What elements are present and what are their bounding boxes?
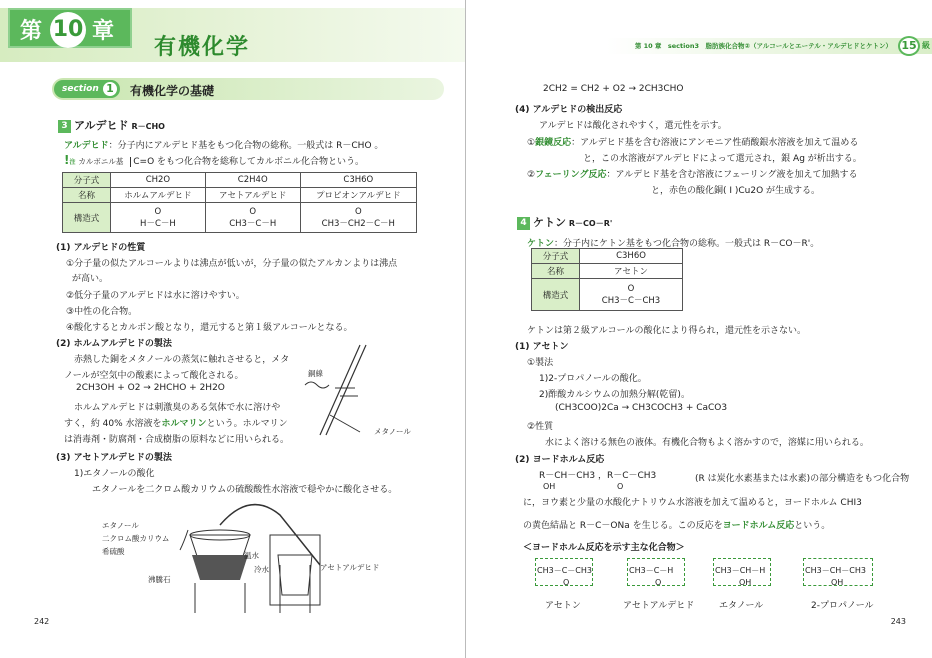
equation: 2CH3OH + O2 → 2HCHO + 2H2O xyxy=(76,383,225,393)
chapter-suffix: 章 xyxy=(92,19,115,44)
text: ① xyxy=(527,138,536,148)
header-extra: 級 xyxy=(922,41,930,50)
right-page xyxy=(467,0,932,658)
note-carbonyl xyxy=(64,153,364,167)
list-item: ③中性の化合物。 xyxy=(66,307,138,317)
heading-aldehyde xyxy=(58,117,165,133)
paragraph-line: (R は炭化水素基または水素)の部分構造をもつ化合物 xyxy=(695,474,910,484)
subsection-title: (1) アセトン xyxy=(515,342,569,352)
paragraph-line: と，この水溶液がアルデヒドによって還元され，銀 Ag が析出する。 xyxy=(583,154,862,164)
paragraph-line: アルデヒドは酸化されやすく，還元性を示す。 xyxy=(539,121,727,131)
compound-sub: OH xyxy=(831,578,844,587)
figure-label: 冷水 xyxy=(254,565,269,574)
list-item: ②低分子量のアルデヒドは水に溶けやすい。 xyxy=(66,291,245,301)
list-item: ④酸化するとカルボン酸となり，還元すると第１級アルコールとなる。 xyxy=(66,323,353,333)
compound-name: エタノール xyxy=(719,601,764,611)
term: ケトン xyxy=(527,239,555,249)
cell: C3H6O xyxy=(300,173,416,188)
section-label: section xyxy=(54,80,120,98)
row-header: 分子式 xyxy=(63,173,111,188)
row-header: 分子式 xyxy=(532,249,580,264)
figure-label: 希硫酸 xyxy=(102,547,125,556)
subsection-title: (4) アルデヒドの検出反応 xyxy=(515,105,623,115)
term: アルデヒド xyxy=(64,141,109,151)
paragraph-line: 2)酢酸カルシウムの加熱分解(乾留)。 xyxy=(539,390,690,400)
heading-number: 3 xyxy=(58,120,71,133)
text: ：アルデヒド基を含む溶液にフェーリング液を加えて加熱する xyxy=(606,170,858,180)
text: を生じる。この反応を xyxy=(632,521,723,531)
paragraph-line xyxy=(64,416,288,429)
cell: C3H6O xyxy=(580,249,683,264)
cell: プロピオンアルデヒド xyxy=(300,188,416,203)
formula: R－C－ONa xyxy=(579,521,630,531)
row-header: 構造式 xyxy=(63,203,111,233)
compound-name: 2-プロパノール xyxy=(811,601,874,611)
text: の黄色結晶と xyxy=(523,521,578,531)
running-header: 第 10 章 section3 脂肪族化合物②（アルコールとエーテル・アルデヒドとケトン） xyxy=(634,42,892,50)
page-number: 243 xyxy=(890,617,906,626)
figure-label: エタノール xyxy=(102,521,139,530)
chapter-prefix: 第 xyxy=(20,19,43,44)
aldehyde-table xyxy=(62,172,417,233)
struct-cell xyxy=(300,203,416,233)
heading-number: 4 xyxy=(517,217,530,230)
figure-label: 二クロム酸カリウム xyxy=(102,534,170,543)
aldehyde-definition xyxy=(64,138,383,151)
list-item: ①分子量の似たアルコールよりは沸点が低いが，分子量の似たアルカンよりは沸点 xyxy=(66,259,398,269)
apparatus-figure xyxy=(160,495,420,615)
cell: ホルムアルデヒド xyxy=(111,188,206,203)
paragraph-line: ホルムアルデヒドは刺激臭のある気体で水に溶けや xyxy=(74,403,281,413)
keyword: フェーリング反応 xyxy=(535,170,607,180)
chapter-number: 10 xyxy=(50,12,86,48)
subsection-title: (2) ホルムアルデヒドの製法 xyxy=(56,339,172,349)
keyword: ヨードホルム反応 xyxy=(722,521,795,531)
list-title: ＜ヨードホルム反応を示す主な化合物＞ xyxy=(523,543,685,553)
paragraph-line: に，ヨウ素と少量の水酸化ナトリウム水溶液を加えて温めると，ヨードホルム CHI3 xyxy=(523,498,862,508)
struct-cell xyxy=(205,203,300,233)
text: ② xyxy=(527,170,536,180)
equation: 2CH2 = CH2 + O2 → 2CH3CHO xyxy=(543,84,684,94)
table-row xyxy=(532,264,683,279)
table-row xyxy=(532,249,683,264)
heading-formula: R－CHO xyxy=(131,122,165,131)
row-header: 名称 xyxy=(63,188,111,203)
text: すく，約 40% 水溶液を xyxy=(64,419,162,429)
cell: C2H4O xyxy=(205,173,300,188)
heading-title: アルデヒド xyxy=(74,119,129,132)
compound-formula: CH3－CH－H xyxy=(715,566,766,575)
oxygen: O xyxy=(154,206,162,217)
figure-label: メタノール xyxy=(374,427,411,436)
compound-formula: CH3－CH－CH3 xyxy=(805,566,866,575)
note-text1: カルボニル基 xyxy=(78,157,124,166)
note-text2: C=O をもつ化合物を総称してカルボニル化合物という。 xyxy=(130,157,364,167)
compound-formula: CH3－C－CH3 xyxy=(537,566,592,575)
chapter-title: 有機化学 xyxy=(154,35,251,60)
figure-label: 沸騰石 xyxy=(148,575,171,584)
paragraph-line: ①製法 xyxy=(527,358,554,368)
compound-formula: CH3－C－H xyxy=(629,566,674,575)
keyword: 銀鏡反応 xyxy=(535,138,572,148)
row-header: 名称 xyxy=(532,264,580,279)
paragraph-line: と，赤色の酸化銅( I )Cu2O が生成する。 xyxy=(651,186,821,196)
formula: R－CH－CH3 ，R－C－CH3 xyxy=(539,471,657,481)
compound-sub: O xyxy=(655,578,662,587)
paragraph-line xyxy=(527,167,857,180)
struct-cell xyxy=(111,203,206,233)
cell: アセトアルデヒド xyxy=(205,188,300,203)
compound-name: アセトアルデヒド xyxy=(623,601,695,611)
equation: (CH3COO)2Ca → CH3COCH3 + CaCO3 xyxy=(555,403,728,413)
copper-wire-figure xyxy=(300,340,430,440)
struct: H－C－H xyxy=(140,218,176,229)
compound-sub: OH xyxy=(739,578,752,587)
section-title: 有機化学の基礎 xyxy=(130,84,215,98)
formula-sub: OH xyxy=(543,482,556,491)
heading-title: ケトン xyxy=(533,216,566,229)
struct-cell xyxy=(580,279,683,311)
page-number: 242 xyxy=(34,617,50,626)
heading-formula: R－CO－R' xyxy=(568,219,613,228)
formula-sub: O xyxy=(617,482,624,491)
oxygen: O xyxy=(354,206,362,217)
compound-name: アセトン xyxy=(545,601,581,611)
note-icon: ! xyxy=(64,153,70,167)
paragraph-line: 1)エタノールの酸化 xyxy=(74,469,155,479)
keyword: ホルマリン xyxy=(161,419,207,429)
subsection-title: (1) アルデヒドの性質 xyxy=(56,243,146,253)
header-page-badge: 15 xyxy=(898,36,920,56)
paragraph-line: 赤熱した銅をメタノールの蒸気に触れさせると，メタ xyxy=(74,355,290,365)
table-row xyxy=(63,173,417,188)
paragraph-line: ケトンは第２級アルコールの酸化により得られ，還元性を示さない。 xyxy=(527,326,807,336)
oxygen: O xyxy=(627,283,635,294)
subsection-title: (2) ヨードホルム反応 xyxy=(515,455,605,465)
paragraph-line: は消毒剤・防腐剤・合成樹脂の原料などに用いられる。 xyxy=(64,435,290,445)
figure-label: 銅線 xyxy=(308,369,323,378)
paragraph-line: エタノールを二クロム酸カリウムの硫酸酸性水溶液で穏やかに酸化させる。 xyxy=(92,485,398,495)
subsection-title: (3) アセトアルデヒドの製法 xyxy=(56,453,172,463)
struct: CH3－C－H xyxy=(229,218,277,229)
table-row xyxy=(63,188,417,203)
table-row xyxy=(532,279,683,311)
table-row xyxy=(63,203,417,233)
compound-sub: O xyxy=(563,578,570,587)
paragraph-line: 1)2-プロパノールの酸化。 xyxy=(539,374,647,384)
paragraph-line: ノールが空気中の酸素によって酸化される。 xyxy=(64,371,244,381)
paragraph-line: ②性質 xyxy=(527,422,554,432)
row-header: 構造式 xyxy=(532,279,580,311)
text: という。ホルマリン xyxy=(206,419,288,429)
oxygen: O xyxy=(249,206,257,217)
paragraph-line xyxy=(523,518,830,531)
cell: CH2O xyxy=(111,173,206,188)
section-number: 1 xyxy=(101,80,119,98)
struct: CH3－CH2－C－H xyxy=(321,218,395,229)
text: という。 xyxy=(794,521,831,531)
paragraph-line: 水によく溶ける無色の液体。有機化合物もよく溶かすので，溶媒に用いられる。 xyxy=(545,438,869,448)
paragraph-line xyxy=(527,135,858,148)
figure-label: アセトアルデヒド xyxy=(320,563,380,572)
heading-ketone xyxy=(517,214,612,230)
def-text: ：分子内にケトン基をもつ化合物の総称。一般式は R－CO－R'。 xyxy=(554,239,820,249)
struct: CH3－C－CH3 xyxy=(601,295,661,306)
note-mark: 注 xyxy=(69,159,76,166)
cell: アセトン xyxy=(580,264,683,279)
ketone-table xyxy=(531,248,683,311)
list-item: が高い。 xyxy=(72,274,109,284)
figure-label: 温水 xyxy=(244,551,259,560)
text: ：アルデヒド基を含む溶液にアンモニア性硝酸銀水溶液を加えて温める xyxy=(571,138,859,148)
def-text: ：分子内にアルデヒド基をもつ化合物の総称。一般式は R－CHO 。 xyxy=(108,141,384,151)
